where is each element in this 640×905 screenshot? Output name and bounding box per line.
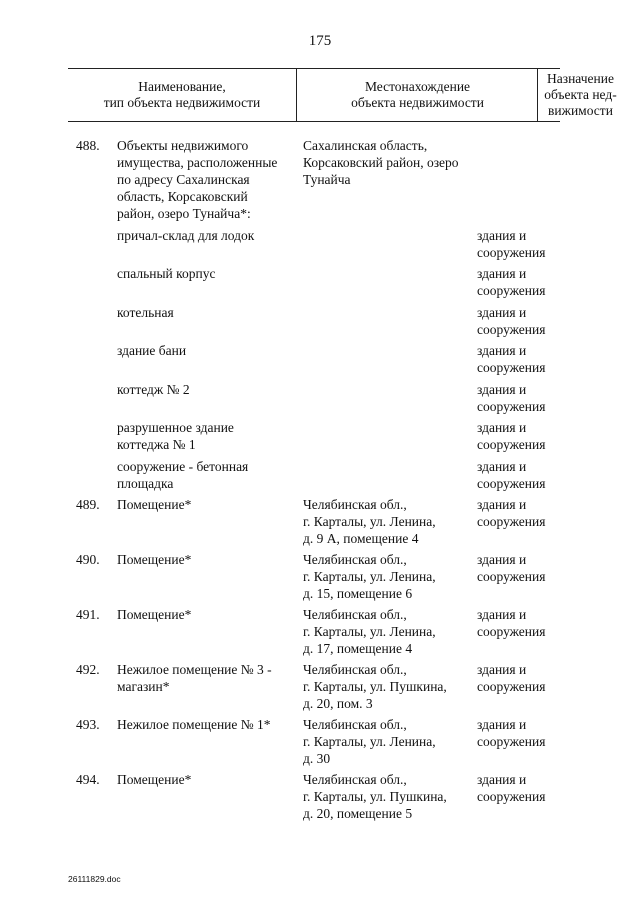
object-purpose-line: сооружения — [477, 569, 546, 584]
object-purpose-line: сооружения — [477, 322, 546, 337]
object-location-line: д. 30 — [303, 751, 331, 766]
header-location-line: объекта недвижимости — [351, 95, 484, 110]
object-purpose-line: здания и — [477, 662, 527, 677]
header-name-line: тип объекта недвижимости — [103, 95, 261, 110]
object-purpose-line: сооружения — [477, 679, 546, 694]
header-purpose-line: вижимости — [548, 103, 613, 118]
object-purpose-line: сооружения — [477, 399, 546, 414]
object-name — [117, 265, 295, 282]
object-location — [303, 716, 471, 767]
object-purpose-line: здания и — [477, 552, 527, 567]
object-name — [117, 661, 295, 695]
object-name-line: по адресу Сахалинская — [117, 172, 250, 187]
object-purpose — [477, 496, 561, 530]
object-purpose-line: сооружения — [477, 245, 546, 260]
object-name-line: имущества, расположенные — [117, 155, 278, 170]
object-purpose-line: здания и — [477, 305, 527, 320]
object-name-line: Помещение* — [117, 497, 192, 512]
object-location-line: д. 9 А, помещение 4 — [303, 531, 419, 546]
object-name-line: Объекты недвижимого — [117, 138, 249, 153]
object-location — [303, 551, 471, 602]
object-purpose-line: здания и — [477, 459, 527, 474]
object-location-line: Челябинская обл., — [303, 717, 407, 732]
row-number: 492. — [76, 662, 100, 677]
page-number: 175 — [308, 33, 332, 49]
object-name — [117, 227, 295, 244]
header-purpose-line: объекта нед- — [544, 87, 617, 102]
object-purpose — [477, 661, 561, 695]
object-purpose-line: сооружения — [477, 283, 546, 298]
object-name — [117, 137, 295, 222]
object-location-line: д. 15, помещение 6 — [303, 586, 413, 601]
object-location-line: Челябинская обл., — [303, 662, 407, 677]
header-purpose — [537, 69, 624, 121]
object-purpose-line: здания и — [477, 266, 527, 281]
object-name-line: Помещение* — [117, 607, 192, 622]
object-purpose-line: здания и — [477, 228, 527, 243]
object-location-line: д. 20, пом. 3 — [303, 696, 373, 711]
object-purpose-line: сооружения — [477, 624, 546, 639]
object-purpose — [477, 771, 561, 805]
object-name — [117, 458, 295, 492]
row-number: 493. — [76, 717, 100, 732]
object-name — [117, 304, 295, 321]
object-name — [117, 419, 295, 453]
object-location — [303, 771, 471, 822]
object-location-line: Сахалинская область, — [303, 138, 428, 153]
object-purpose-line: сооружения — [477, 476, 546, 491]
document-filename: 26111829.doc — [68, 874, 121, 884]
object-purpose — [477, 381, 561, 415]
object-name-line: Нежилое помещение № 3 - — [117, 662, 272, 677]
object-location-line: г. Карталы, ул. Ленина, — [303, 734, 436, 749]
object-location-line: Челябинская обл., — [303, 772, 407, 787]
row-number: 491. — [76, 607, 100, 622]
object-purpose — [477, 551, 561, 585]
object-purpose-line: сооружения — [477, 514, 546, 529]
object-purpose — [477, 419, 561, 453]
object-name-line: коттедж № 2 — [117, 382, 190, 397]
object-location — [303, 137, 471, 188]
object-purpose-line: здания и — [477, 382, 527, 397]
object-name-line: район, озеро Тунайча*: — [117, 206, 251, 221]
object-purpose-line: сооружения — [477, 789, 546, 804]
object-name — [117, 716, 295, 733]
object-purpose — [477, 606, 561, 640]
object-location-line: Челябинская обл., — [303, 607, 407, 622]
object-location-line: г. Карталы, ул. Ленина, — [303, 569, 436, 584]
object-location — [303, 496, 471, 547]
row-number: 489. — [76, 497, 100, 512]
object-purpose-line: здания и — [477, 497, 527, 512]
object-name-line: коттеджа № 1 — [117, 437, 196, 452]
table-header — [68, 68, 617, 122]
object-name-line: площадка — [117, 476, 174, 491]
object-location — [303, 661, 471, 712]
object-purpose-line: здания и — [477, 717, 527, 732]
object-location-line: Корсаковский район, озеро — [303, 155, 459, 170]
object-name-line: Помещение* — [117, 772, 192, 787]
object-name-line: спальный корпус — [117, 266, 216, 281]
header-location — [296, 69, 538, 121]
object-purpose-line: здания и — [477, 420, 527, 435]
object-name-line: здание бани — [117, 343, 187, 358]
object-location-line: Тунайча — [303, 172, 351, 187]
header-location-line: Местонахождение — [364, 79, 471, 94]
object-purpose-line: здания и — [477, 343, 527, 358]
object-name-line: область, Корсаковский — [117, 189, 248, 204]
object-name-line: котельная — [117, 305, 174, 320]
object-location-line: г. Карталы, ул. Ленина, — [303, 514, 436, 529]
object-purpose — [477, 265, 561, 299]
object-purpose — [477, 458, 561, 492]
header-name-type — [68, 69, 296, 121]
object-name-line: Помещение* — [117, 552, 192, 567]
object-name — [117, 381, 295, 398]
object-purpose-line: сооружения — [477, 734, 546, 749]
header-name-line: Наименование, — [138, 79, 226, 94]
object-name — [117, 551, 295, 568]
object-purpose — [477, 716, 561, 750]
object-location-line: г. Карталы, ул. Пушкина, — [303, 679, 447, 694]
object-location — [303, 606, 471, 657]
object-purpose — [477, 342, 561, 376]
object-name — [117, 496, 295, 513]
object-name-line: магазин* — [117, 679, 170, 694]
object-purpose — [477, 227, 561, 261]
object-name-line: Нежилое помещение № 1* — [117, 717, 271, 732]
object-purpose-line: здания и — [477, 772, 527, 787]
object-purpose-line: сооружения — [477, 437, 546, 452]
object-purpose — [477, 304, 561, 338]
object-location-line: д. 17, помещение 4 — [303, 641, 413, 656]
row-number: 488. — [76, 138, 100, 153]
object-location-line: д. 20, помещение 5 — [303, 806, 413, 821]
object-location-line: г. Карталы, ул. Ленина, — [303, 624, 436, 639]
object-name — [117, 342, 295, 359]
object-purpose-line: здания и — [477, 607, 527, 622]
object-location-line: Челябинская обл., — [303, 497, 407, 512]
object-name-line: разрушенное здание — [117, 420, 234, 435]
object-location-line: Челябинская обл., — [303, 552, 407, 567]
row-number: 490. — [76, 552, 100, 567]
object-name — [117, 771, 295, 788]
row-number: 494. — [76, 772, 100, 787]
header-purpose-line: Назначение — [547, 71, 614, 86]
object-name-line: сооружение - бетонная — [117, 459, 249, 474]
object-name — [117, 606, 295, 623]
object-purpose-line: сооружения — [477, 360, 546, 375]
object-name-line: причал-склад для лодок — [117, 228, 255, 243]
object-location-line: г. Карталы, ул. Пушкина, — [303, 789, 447, 804]
